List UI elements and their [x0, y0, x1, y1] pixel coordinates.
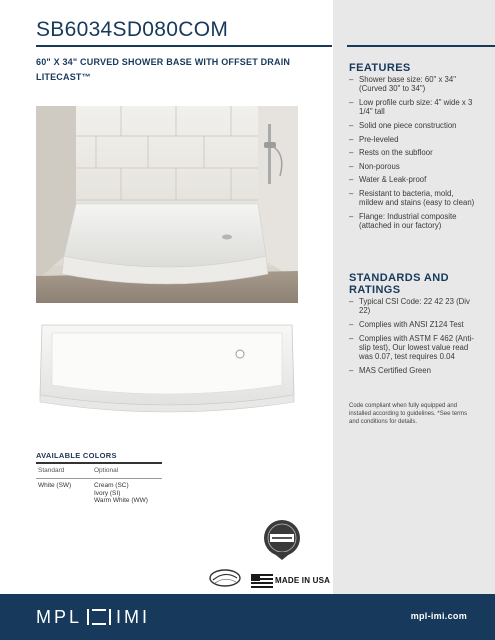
standards-heading [349, 272, 449, 296]
colors-col-optional: Optional [94, 467, 119, 474]
subtitle-line-2: LITECAST™ [36, 72, 91, 82]
standards-list [349, 297, 479, 380]
brand-logo [36, 606, 150, 628]
colors-col-standard: Standard [38, 467, 65, 474]
optional-colors-values [94, 482, 148, 505]
standard-item: – Typical CSI Code: 22 42 23 (Div 22) [349, 297, 479, 316]
standard-color-value: White (SW) [38, 482, 72, 489]
made-in-usa-label: MADE IN USA [275, 576, 331, 585]
header-divider [36, 45, 332, 47]
available-colors-heading: AVAILABLE COLORS [36, 451, 117, 460]
feature-item: – Shower base size: 60" x 34" (Curved 30" to 34") [349, 75, 479, 94]
feature-item: – Water & Leak-proof [349, 175, 479, 184]
feature-item: – Solid one piece construction [349, 121, 479, 130]
features-list [349, 75, 479, 235]
footer-bar [0, 594, 495, 640]
website-link[interactable]: mpl-imi.com [410, 611, 467, 621]
installed-shower-photo [36, 106, 298, 303]
sidebar-divider [347, 45, 495, 47]
feature-item: – Flange: Industrial composite (attached in our factory) [349, 212, 479, 231]
optional-color: Warm White (WW) [94, 497, 148, 505]
standards-heading-line-1: STANDARDS AND [349, 272, 449, 284]
optional-color: Cream (SC) [94, 482, 129, 489]
brand-right: IMI [116, 606, 151, 627]
subtitle-line-1: 60" X 34" CURVED SHOWER BASE WITH OFFSET DRAIN [36, 57, 291, 67]
standard-item: – MAS Certified Green [349, 366, 479, 375]
compliance-note: Code compliant when fully equipped and installed according to guidelines. *See terms and conditions for details. [349, 403, 468, 425]
feature-item: – Low profile curb size: 4" wide x 3 1/4" tall [349, 98, 479, 117]
certification-seal-icon [262, 518, 302, 562]
brand-seal-logo-icon [208, 568, 242, 588]
shower-base-product-photo [36, 307, 298, 422]
colors-row-divider [36, 478, 162, 479]
feature-item: – Resistant to bacteria, mold, mildew and stains (easy to clean) [349, 189, 479, 208]
feature-item: – Rests on the subfloor [349, 148, 479, 157]
standards-heading-line-2: RATINGS [349, 284, 401, 296]
brand-left: MPL [36, 606, 83, 627]
colors-divider [36, 462, 162, 464]
feature-item: – Non-porous [349, 162, 479, 171]
features-heading: FEATURES [349, 62, 411, 74]
standard-item: – Complies with ASTM F 462 (Anti-slip test), Our lowest value read was 0.07, test requires 0.04 [349, 334, 479, 362]
product-subtitle [36, 55, 326, 85]
optional-color: Ivory (SI) [94, 489, 121, 497]
product-code-title: SB6034SD080COM [36, 18, 229, 41]
brand-mark-icon [87, 609, 111, 625]
us-flag-icon [251, 574, 273, 588]
feature-item: – Pre-leveled [349, 135, 479, 144]
standard-item: – Complies with ANSI Z124 Test [349, 320, 479, 329]
